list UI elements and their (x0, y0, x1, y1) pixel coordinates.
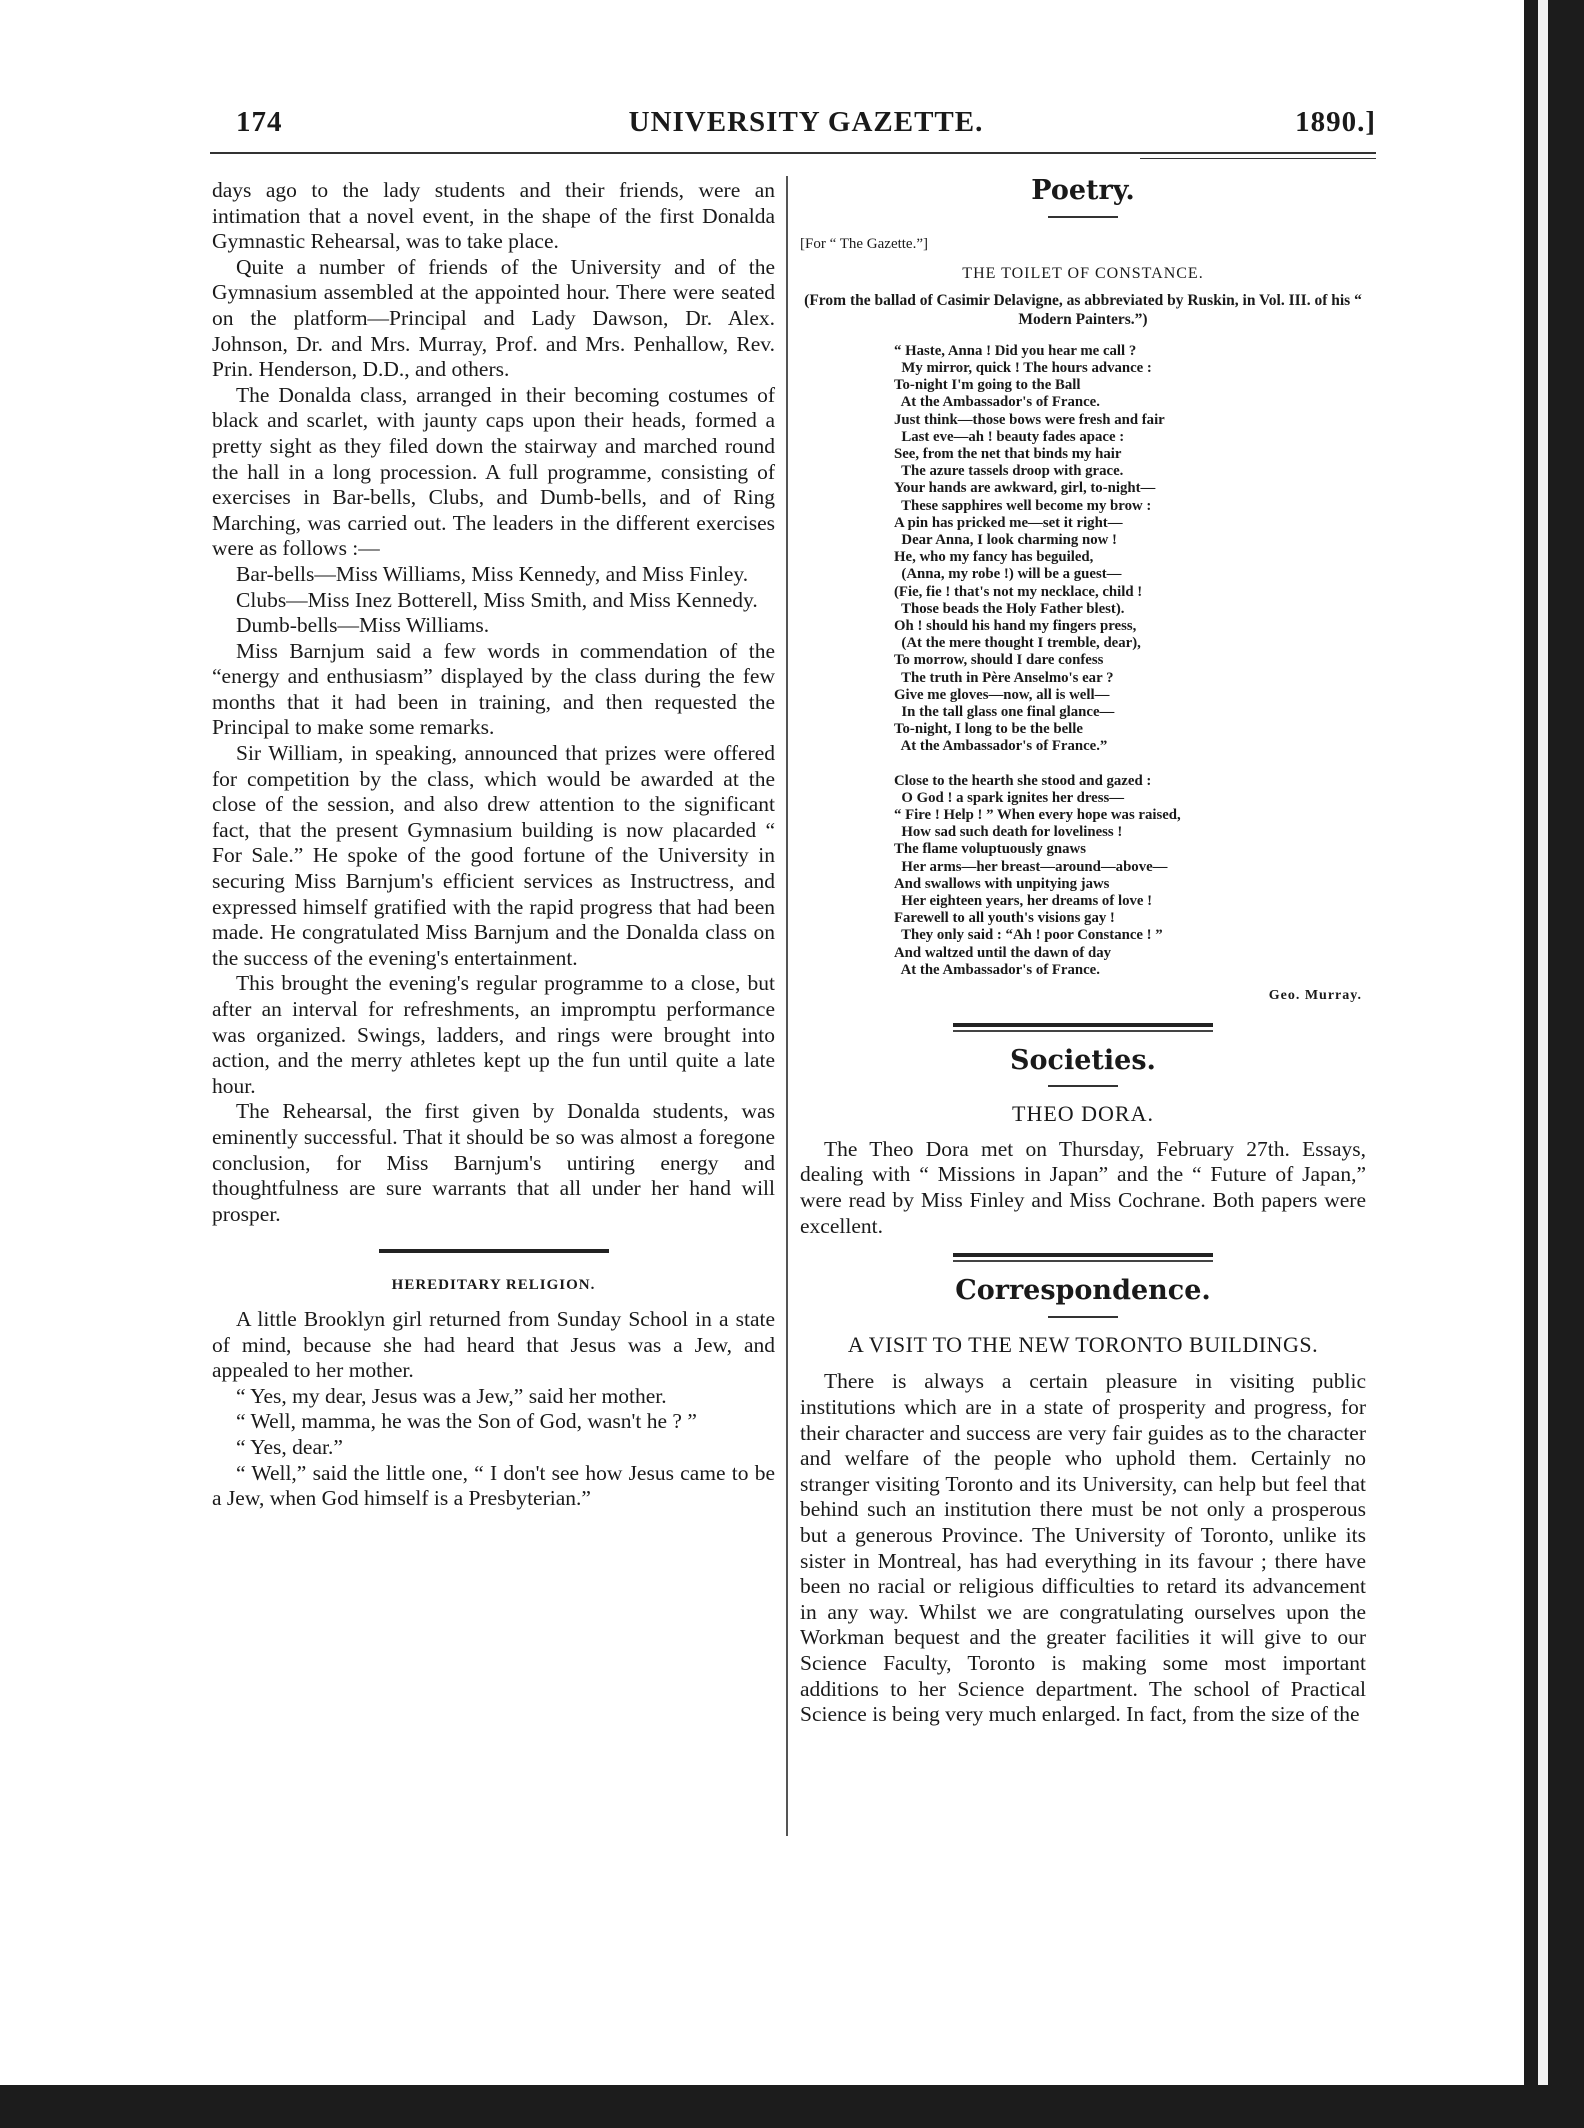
running-header (236, 106, 1376, 146)
paragraph: The Donalda class, arranged in their becoming costumes of black and scarlet, with jaunty caps upon their heads, formed a pretty sight as they filed down the stairway and marched round the hall in a long procession. A full programme, consisting of exercises in Bar-bells, Clubs, and Dumb-bells, and of Ring Marching, was carried out. The leaders in the different exercises were as follows :— (212, 382, 775, 561)
page-number: 174 (236, 106, 283, 138)
section-rule (1048, 1316, 1118, 1318)
section-divider (953, 1253, 1213, 1262)
poem-line: (Anna, my robe !) will be a guest— (894, 566, 1122, 583)
paragraph: There is always a certain pleasure in visiting public institutions which are in a state of prosperity and progress, for their character and success are very fair guides as to the character and welfare of the people who uphold them. Certainly no stranger visiting Toronto and its University, can help but feel that behind such an institution there must be not only a prosperous but a generous Province. The University of Toronto, unlike its sister in Montreal, has had everything in its favour ; there have been no racial or religious difficulties to retard its advancement in any way. Whilst we are congratulating ourselves upon the Workman bequest and the greater facilities it will give to our Science Faculty, Toronto is making some most important additions to her Science department. The school of Practical Science is being very much enlarged. In fact, from the size of the (800, 1369, 1366, 1727)
poem-line: A pin has pricked me—set it right— (894, 514, 1123, 531)
poem-line: At the Ambassador's of France. (894, 961, 1100, 978)
poem-line: At the Ambassador's of France.” (894, 738, 1108, 755)
section-rule (1048, 1085, 1118, 1087)
poem-line: The truth in Père Anselmo's ear ? (894, 669, 1114, 686)
poem-line: Her arms—her breast—around—above— (894, 858, 1168, 875)
stanza-break (894, 756, 1366, 773)
poem-line: (Fie, fie ! that's not my necklace, child ! (894, 583, 1143, 600)
paragraph: Sir William, in speaking, announced that prizes were offered for competition by the class, which would be awarded at the close of the session, and also drew attention to the significant fact, that the present Gymnasium building is now placarded “ For Sale.” He spoke of the good fortune of the University in securing Miss Barnjum's efficient services as Instructress, and expressed himself gratified with the rapid progress that had been made. He congratulated Miss Barnjum and the Donalda class on the success of the evening's entertainment. (212, 741, 775, 970)
poem-line: Farewell to all youth's visions gay ! (894, 910, 1115, 927)
poem-line: To-night I'm going to the Ball (894, 377, 1081, 394)
poem-line: Dear Anna, I look charming now ! (894, 532, 1117, 549)
section-heading-societies: Societies. (1010, 1044, 1156, 1076)
column-divider (786, 176, 788, 1836)
leader-list-item: Bar-bells—Miss Williams, Miss Kennedy, and Miss Finley. (236, 561, 749, 586)
poem-line: The azure tassels droop with grace. (894, 463, 1124, 480)
poem-line: And waltzed until the dawn of day (894, 944, 1112, 961)
poem-line: (At the mere thought I tremble, dear), (894, 635, 1141, 652)
year-label: 1890.] (1295, 106, 1376, 138)
poem-line: In the tall glass one final glance— (894, 704, 1115, 721)
right-column (800, 175, 1366, 1728)
header-rule-secondary (1140, 158, 1376, 159)
poem-attribution: [For “ The Gazette.”] (800, 235, 928, 252)
poem-line: To-night, I long to be the belle (894, 721, 1083, 738)
left-column (212, 178, 775, 1512)
scan-edge-right (1524, 0, 1584, 2128)
article-heading: HEREDITARY RELIGION. (391, 1277, 596, 1294)
poem-line: At the Ambassador's of France. (894, 394, 1100, 411)
poem-line: Your hands are awkward, girl, to-night— (894, 480, 1156, 497)
paragraph: Quite a number of friends of the University and of the Gymnasium assembled at the appointed hour. There were seated on the platform—Principal and Lady Dawson, Dr. Alex. Johnson, Dr. and Mrs. Murray, Prof. and Mrs. Penhallow, Rev. Prin. Henderson, D.D., and others. (212, 254, 775, 382)
poem-line: Close to the hearth she stood and gazed : (894, 772, 1152, 789)
paragraph: “ Yes, dear.” (236, 1434, 343, 1459)
paragraph: Miss Barnjum said a few words in commendation of the “energy and enthusiasm” displayed by the class during the few months that it had been in training, and then requested the Principal to make some remarks. (212, 638, 775, 740)
paragraph: “ Yes, my dear, Jesus was a Jew,” said her mother. (236, 1383, 667, 1408)
poem-line: See, from the net that binds my hair (894, 446, 1122, 462)
paragraph: “ Well, mamma, he was the Son of God, wasn't he ? ” (236, 1409, 697, 1434)
paragraph: days ago to the lady students and their friends, were an intimation that a novel event, in the shape of the first Donalda Gymnastic Rehearsal, was to take place. (212, 178, 775, 254)
poem-line: Last eve—ah ! beauty fades apace : (894, 428, 1125, 445)
paragraph: The Rehearsal, the first given by Donalda students, was eminently successful. That it should be so was almost a foregone conclusion, for Miss Barnjum's untiring energy and thoughtfulness are sure warrants that all under her hand will prosper. (212, 1099, 775, 1226)
article-title: A VISIT TO THE NEW TORONTO BUILDINGS. (847, 1331, 1319, 1357)
page-edge-strip (1538, 0, 1548, 2128)
poem-line: Her eighteen years, her dreams of love ! (894, 893, 1153, 910)
poem-title: THE TOILET OF CONSTANCE. (962, 265, 1204, 283)
poem-source-note: (From the ballad of Casimir Delavigne, as abbreviated by Ruskin, in Vol. III. of his “ Modern Painters.”) (804, 291, 1362, 328)
section-heading-poetry: Poetry. (1031, 175, 1135, 206)
poem-line: They only said : “Ah ! poor Constance ! ” (894, 927, 1163, 944)
poem-line: He, who my fancy has beguiled, (894, 549, 1094, 566)
poem-line: To morrow, should I dare confess (894, 652, 1104, 669)
section-divider (953, 1023, 1213, 1032)
poem-line: Those beads the Holy Father blest). (894, 600, 1125, 617)
leader-list-item: Dumb-bells—Miss Williams. (236, 613, 490, 638)
society-name: THEO DORA. (1012, 1101, 1154, 1127)
paragraph: This brought the evening's regular programme to a close, but after an interval for refreshments, an impromptu performance was organized. Swings, ladders, and rings were brought into action, and the merry athletes kept up the fun until quite a late hour. (212, 971, 775, 1098)
header-rule (210, 152, 1376, 154)
poem-line: Oh ! should his hand my fingers press, (894, 618, 1137, 635)
poem-signature: Geo. Murray. (1268, 988, 1362, 1004)
section-rule (1048, 216, 1118, 218)
publication-title: UNIVERSITY GAZETTE. (628, 106, 984, 138)
poem-line: How sad such death for loveliness ! (894, 824, 1123, 841)
leader-list-item: Clubs—Miss Inez Botterell, Miss Smith, and Miss Kennedy. (236, 587, 758, 612)
paragraph: “ Well,” said the little one, “ I don't see how Jesus came to be a Jew, when God himself is a Presbyterian.” (212, 1460, 775, 1511)
poem-body (894, 343, 1366, 979)
poem-line: “ Fire ! Help ! ” When every hope was raised, (894, 807, 1181, 824)
poem-line: “ Haste, Anna ! Did you hear me call ? (894, 342, 1137, 359)
poem-line: The flame voluptuously gnaws (894, 841, 1086, 858)
paragraph: A little Brooklyn girl returned from Sunday School in a state of mind, because she had heard that Jesus was a Jew, and appealed to her mother. (212, 1306, 775, 1383)
poem-line: These sapphires well become my brow : (894, 497, 1152, 514)
section-divider (379, 1249, 609, 1253)
paragraph: The Theo Dora met on Thursday, February 27th. Essays, dealing with “ Missions in Japan” and the “ Future of Japan,” were read by Miss Finley and Miss Cochrane. Both papers were excellent. (800, 1136, 1366, 1238)
poem-line: And swallows with unpitying jaws (894, 875, 1110, 892)
poem-line: Just think—those bows were fresh and fair (894, 411, 1165, 428)
poem-line: O God ! a spark ignites her dress— (894, 789, 1125, 806)
poem-line: My mirror, quick ! The hours advance : (894, 359, 1152, 376)
scan-edge-bottom (0, 2085, 1584, 2128)
poem-line: Give me gloves—now, all is well— (894, 686, 1110, 703)
section-heading-correspondence: Correspondence. (955, 1275, 1211, 1307)
